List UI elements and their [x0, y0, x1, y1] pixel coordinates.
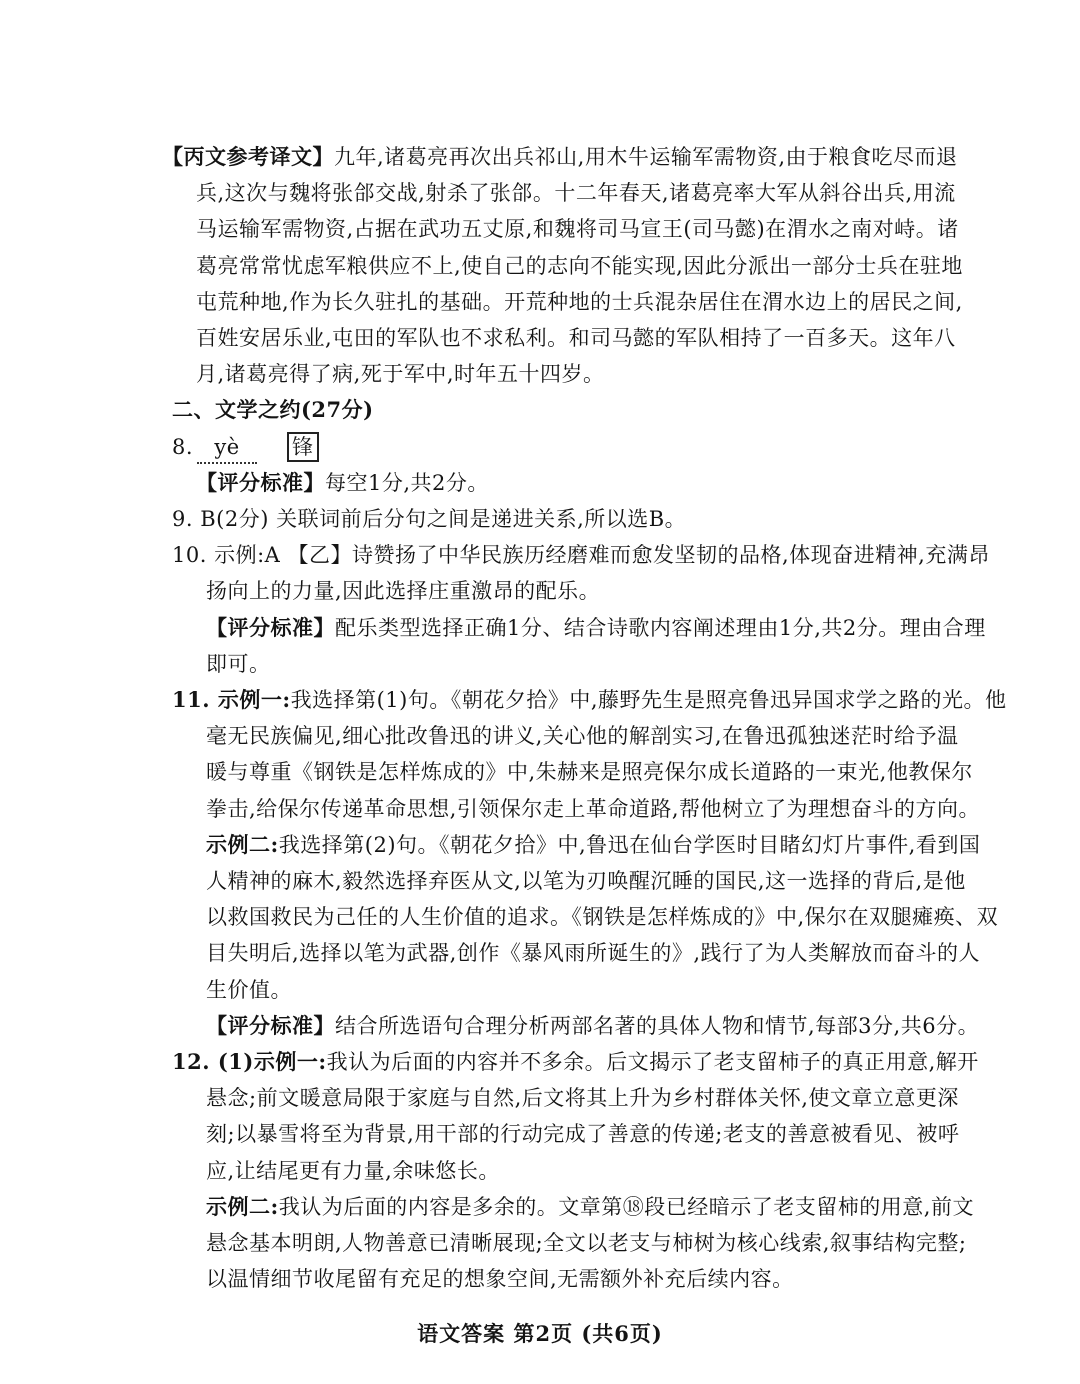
q9-answer: 9. B(2分) 关联词前后分句之间是递进关系,所以选B。 — [172, 507, 687, 531]
passage-c-line-1: 【丙文参考译文】九年,诸葛亮再次出兵祁山,用木牛运输军需物资,由于粮食吃尽而退 — [162, 144, 958, 169]
q10-line-1: 10. 示例:A 【乙】诗赞扬了中华民族历经磨难而愈发坚韧的品格,体现奋进精神,充满昂 — [172, 543, 990, 568]
q10-rubric-label: 【评分标准】 — [206, 614, 335, 640]
q10-rubric-line-1: 【评分标准】配乐类型选择正确1分、结合诗歌内容阐述理由1分,共2分。理由合理 — [206, 614, 986, 640]
q11-example-2-line-2: 人精神的麻木,毅然选择弃医从文,以笔为刃唤醒沉睡的国民,这一选择的背后,是他 — [206, 869, 966, 893]
q12-example-2-line-1: 示例二:我认为后面的内容是多余的。文章第⑱段已经暗示了老支留柿的用意,前文 — [206, 1193, 974, 1219]
q8-pinyin-answer: yè — [197, 432, 257, 464]
q12-example-2-line-3: 以温情细节收尾留有充足的想象空间,无需额外补充后续内容。 — [206, 1267, 794, 1292]
q11-example-2-line-5: 生价值。 — [206, 977, 292, 1002]
passage-c-line-2: 兵,这次与魏将张郃交战,射杀了张郃。十二年春天,诸葛亮率大军从斜谷出兵,用流 — [196, 181, 956, 206]
q12-example-1-line-3: 刻;以暴雪将至为背景,用干部的行动完成了善意的传递;老支的善意被看见、被呼 — [206, 1122, 960, 1147]
q8-number: 8. — [172, 434, 194, 459]
passage-c-line-4: 葛亮常常忧虑军粮供应不上,使自己的志向不能实现,因此分派出一部分士兵在驻地 — [196, 253, 963, 278]
passage-c-line-7: 月,诸葛亮得了病,死于军中,时年五十四岁。 — [196, 362, 605, 387]
q11-example-1-line-2: 毫无民族偏见,细心批改鲁迅的讲义,关心他的解剖实习,在鲁迅孤独迷茫时给予温 — [206, 724, 959, 749]
q10-rubric-line-2: 即可。 — [206, 651, 271, 676]
q11-rubric-label: 【评分标准】 — [206, 1012, 335, 1038]
q12-example-1-line-1: 12. (1)示例一:我认为后面的内容并不多余。后文揭示了老支留柿子的真正用意,解开 — [172, 1049, 979, 1074]
q11-example-1-line-3: 暖与尊重《钢铁是怎样炼成的》中,朱赫来是照亮保尔成长道路的一束光,他教保尔 — [206, 760, 973, 785]
q11-example-1-line-4: 拳击,给保尔传递革命思想,引领保尔走上革命道路,帮他树立了为理想奋斗的方向。 — [206, 796, 981, 821]
q11-example-2-line-1: 示例二:我选择第(2)句。《朝花夕拾》中,鲁迅在仙台学医时目睹幻灯片事件,看到国 — [206, 831, 981, 857]
q11-example-2-line-3: 以救国救民为己任的人生价值的追求。《钢铁是怎样炼成的》中,保尔在双腿瘫痪、双 — [206, 905, 999, 930]
q11-example-2-label: 示例二: — [206, 831, 279, 857]
q11-example-1-label: 11. 示例一: — [172, 687, 291, 712]
q11-rubric: 【评分标准】结合所选语句合理分析两部名著的具体人物和情节,每部3分,共6分。 — [206, 1012, 980, 1038]
q12-example-1-line-4: 应,让结尾更有力量,余味悠长。 — [206, 1158, 500, 1183]
q10-line-2: 扬向上的力量,因此选择庄重激昂的配乐。 — [206, 579, 601, 604]
q12-example-2-line-2: 悬念基本明朗,人物善意已清晰展现;全文以老支与柿树为核心线索,叙事结构完整; — [206, 1231, 967, 1255]
q12-example-2-label: 示例二: — [206, 1193, 279, 1219]
q12-example-1-label: 12. (1)示例一: — [172, 1049, 327, 1074]
q11-example-1-line-1: 11. 示例一:我选择第(1)句。《朝花夕拾》中,藤野先生是照亮鲁迅异国求学之路的光。他 — [172, 687, 1007, 712]
section-2-title: 二、文学之约(27分) — [172, 397, 374, 423]
page-footer: 语文答案 第2页 (共6页) — [417, 1321, 663, 1347]
q11-example-2-line-4: 目失明后,选择以笔为武器,创作《暴风雨所诞生的》,践行了为人类解放而奋斗的人 — [206, 941, 981, 966]
passage-c-line-5: 屯荒种地,作为长久驻扎的基础。开荒种地的士兵混杂居住在渭水边上的居民之间, — [196, 289, 963, 314]
q8-character-answer: 锋 — [287, 432, 319, 462]
q8-answer-line — [172, 432, 319, 464]
passage-c-line-3: 马运输军需物资,占据在武功五丈原,和魏将司马宣王(司马懿)在渭水之南对峙。诸 — [196, 217, 959, 242]
q12-example-1-line-2: 悬念;前文暖意局限于家庭与自然,后文将其上升为乡村群体关怀,使文章立意更深 — [206, 1086, 959, 1111]
q8-rubric-label: 【评分标准】 — [196, 469, 325, 495]
q8-rubric: 【评分标准】每空1分,共2分。 — [196, 469, 489, 495]
passage-c-label: 【丙文参考译文】 — [162, 144, 334, 169]
passage-c-line-6: 百姓安居乐业,屯田的军队也不求私利。和司马懿的军队相持了一百多天。这年八 — [196, 326, 956, 350]
